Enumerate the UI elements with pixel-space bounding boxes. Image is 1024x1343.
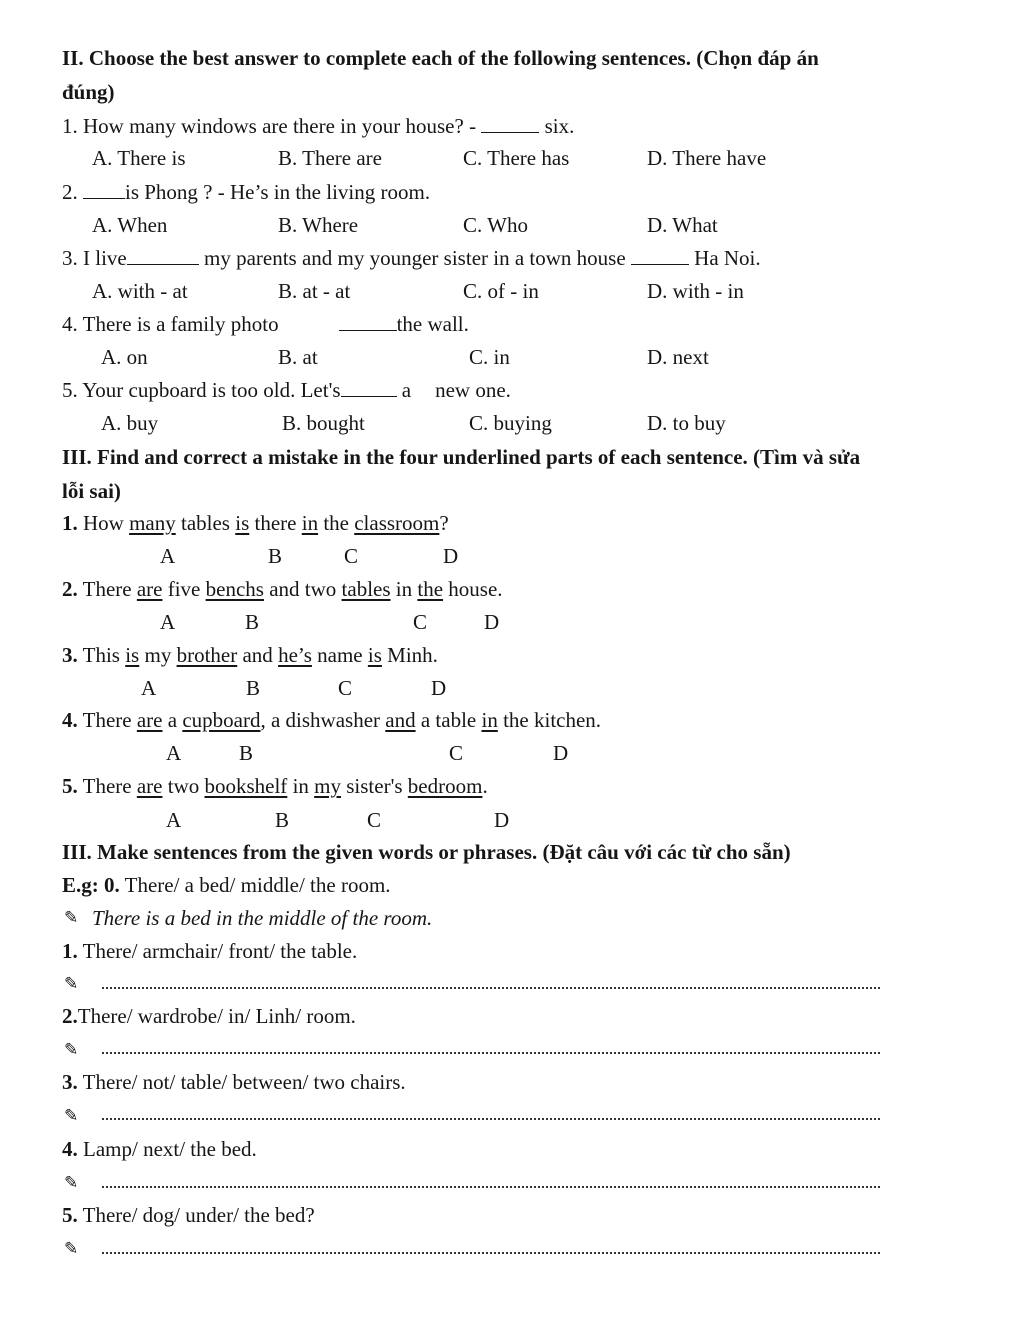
prompt-text: Lamp/ next/ the bed. xyxy=(77,1137,257,1161)
answer-line[interactable] xyxy=(102,1252,880,1254)
question-5-text-end: new one. xyxy=(435,378,511,402)
pen-icon: ✎ xyxy=(64,908,79,927)
text: the xyxy=(318,511,355,535)
question-3-text-mid: my parents and my younger sister in a town house xyxy=(198,246,631,270)
underlined-a: are xyxy=(136,774,163,798)
option-d: D. What xyxy=(647,213,718,237)
label-b: B xyxy=(245,610,260,634)
text: ? xyxy=(439,511,449,535)
label-b: B xyxy=(275,808,290,832)
text: a table xyxy=(415,708,482,732)
label-b: B xyxy=(268,544,283,568)
option-a: A. When xyxy=(92,213,168,237)
option-b: B. at - at xyxy=(278,279,351,303)
underlined-a: are xyxy=(136,577,163,601)
underlined-d: in xyxy=(481,708,498,732)
answer-line[interactable] xyxy=(102,1186,880,1188)
underlined-c: in xyxy=(301,511,319,535)
label-c: C xyxy=(367,808,382,832)
answer-blank xyxy=(83,182,125,199)
prompt-num: 1. xyxy=(62,939,78,963)
pen-icon: ✎ xyxy=(64,1173,79,1192)
question-4-text-end: the wall. xyxy=(396,312,469,336)
prompt-text: There/ armchair/ front/ the table. xyxy=(77,939,358,963)
option-a: A. with - at xyxy=(92,279,188,303)
label-a: A xyxy=(141,676,157,700)
mistake-sentence-3 xyxy=(62,643,438,668)
text: in xyxy=(390,577,418,601)
label-a: A xyxy=(166,808,182,832)
question-3-text: 3. I live xyxy=(62,246,127,270)
label-c: C xyxy=(449,741,464,765)
option-b: B. at xyxy=(278,345,318,369)
label-b: B xyxy=(246,676,261,700)
mistake-sentence-4 xyxy=(62,708,601,733)
text: there xyxy=(249,511,302,535)
mistake-sentence-2 xyxy=(62,577,503,602)
underlined-a: are xyxy=(136,708,163,732)
pen-icon: ✎ xyxy=(64,1239,79,1258)
text: name xyxy=(311,643,368,667)
underlined-a: is xyxy=(125,643,140,667)
sentence-num: 3. xyxy=(62,643,78,667)
text: in xyxy=(287,774,315,798)
answer-blank xyxy=(481,116,539,133)
option-a: A. on xyxy=(101,345,148,369)
question-1-text: 1. How many windows are there in your house? - xyxy=(62,114,482,138)
underlined-c: he’s xyxy=(278,643,312,667)
question-1 xyxy=(62,114,574,139)
underlined-b: benchs xyxy=(205,577,264,601)
section-2-heading-line1: II. Choose the best answer to complete each of the following sentences. (Chọn đáp án xyxy=(62,46,819,70)
underlined-d: is xyxy=(367,643,382,667)
option-b: B. Where xyxy=(278,213,359,237)
sentence-num: 4. xyxy=(62,708,78,732)
question-5-text-mid: a xyxy=(396,378,412,402)
question-2-text: is Phong ? - He’s in the living room. xyxy=(125,180,431,204)
answer-blank xyxy=(127,248,199,265)
answer-blank xyxy=(341,380,397,397)
option-c: C. buying xyxy=(469,411,552,435)
pen-icon: ✎ xyxy=(64,1106,79,1125)
question-1-text-end: six. xyxy=(539,114,575,138)
text: This xyxy=(77,643,126,667)
answer-blank xyxy=(631,248,689,265)
option-d: D. with - in xyxy=(647,279,744,303)
text: sister's xyxy=(341,774,408,798)
underlined-c: my xyxy=(314,774,341,798)
underlined-b: brother xyxy=(176,643,238,667)
example-prompt-text: There/ a bed/ middle/ the room. xyxy=(119,873,391,897)
sentence-num: 5. xyxy=(62,774,78,798)
answer-line[interactable] xyxy=(102,987,880,989)
option-d: D. next xyxy=(647,345,709,369)
label-a: A xyxy=(166,741,182,765)
text: . xyxy=(482,774,488,798)
option-a: A. buy xyxy=(101,411,159,435)
label-c: C xyxy=(344,544,359,568)
option-b: B. bought xyxy=(282,411,365,435)
text: tables xyxy=(175,511,236,535)
underlined-b: bookshelf xyxy=(204,774,288,798)
prompt-text: There/ dog/ under/ the bed? xyxy=(77,1203,315,1227)
label-d: D xyxy=(484,610,500,634)
example-prompt xyxy=(62,873,391,898)
text: and xyxy=(237,643,279,667)
mistake-sentence-1 xyxy=(62,511,449,536)
option-c: C. in xyxy=(469,345,510,369)
text: , a dishwasher xyxy=(260,708,386,732)
underlined-c: tables xyxy=(341,577,391,601)
prompt-text: There/ not/ table/ between/ two chairs. xyxy=(77,1070,406,1094)
question-5 xyxy=(62,378,511,403)
answer-line[interactable] xyxy=(102,1052,880,1054)
section-4-heading: III. Make sentences from the given words or phrases. (Đặt câu với các từ cho sẵn) xyxy=(62,840,791,864)
pen-icon: ✎ xyxy=(64,974,79,993)
question-3 xyxy=(62,246,761,271)
answer-blank xyxy=(339,314,397,331)
mistake-sentence-5 xyxy=(62,774,488,799)
question-4-text: 4. There is a family photo xyxy=(62,312,279,336)
option-d: D. to buy xyxy=(647,411,726,435)
underlined-b: is xyxy=(235,511,250,535)
underlined-c: and xyxy=(385,708,416,732)
text: There xyxy=(77,708,137,732)
text: the kitchen. xyxy=(497,708,602,732)
text: five xyxy=(162,577,206,601)
underlined-d: bedroom xyxy=(407,774,483,798)
text: There xyxy=(77,577,137,601)
question-5-text: 5. Your cupboard is too old. Let's xyxy=(62,378,341,402)
option-c: C. There has xyxy=(463,146,570,170)
question-2 xyxy=(62,180,430,205)
question-4 xyxy=(62,312,469,337)
text: How xyxy=(77,511,130,535)
underlined-b: cupboard xyxy=(182,708,261,732)
answer-line[interactable] xyxy=(102,1118,880,1120)
example-answer: There is a bed in the middle of the room. xyxy=(92,906,433,930)
prompt-1 xyxy=(62,939,357,964)
label-d: D xyxy=(494,808,510,832)
option-c: C. of - in xyxy=(463,279,539,303)
sentence-num: 2. xyxy=(62,577,78,601)
prompt-4 xyxy=(62,1137,257,1162)
option-d: D. There have xyxy=(647,146,767,170)
label-a: A xyxy=(160,610,176,634)
label-d: D xyxy=(443,544,459,568)
option-a: A. There is xyxy=(92,146,186,170)
text: two xyxy=(162,774,205,798)
prompt-num: 3. xyxy=(62,1070,78,1094)
text: and two xyxy=(263,577,342,601)
text: house. xyxy=(443,577,503,601)
label-c: C xyxy=(338,676,353,700)
prompt-3 xyxy=(62,1070,406,1095)
text: There xyxy=(77,774,137,798)
prompt-2 xyxy=(62,1004,356,1029)
prompt-num: 4. xyxy=(62,1137,78,1161)
question-3-text-end: Ha Noi. xyxy=(688,246,761,270)
prompt-text: There/ wardrobe/ in/ Linh/ room. xyxy=(77,1004,356,1028)
section-2-heading-line2: đúng) xyxy=(62,80,115,104)
example-label: E.g: 0. xyxy=(62,873,120,897)
label-c: C xyxy=(413,610,428,634)
option-c: C. Who xyxy=(463,213,528,237)
text: my xyxy=(139,643,177,667)
text: Minh. xyxy=(381,643,438,667)
prompt-num: 2. xyxy=(62,1004,78,1028)
option-b: B. There are xyxy=(278,146,382,170)
label-a: A xyxy=(160,544,176,568)
pen-icon: ✎ xyxy=(64,1040,79,1059)
question-2-num: 2. xyxy=(62,180,83,204)
sentence-num: 1. xyxy=(62,511,78,535)
prompt-5 xyxy=(62,1203,315,1228)
underlined-d: classroom xyxy=(354,511,440,535)
section-3-heading-line2: lỗi sai) xyxy=(62,479,121,503)
label-d: D xyxy=(431,676,447,700)
label-d: D xyxy=(553,741,569,765)
text: a xyxy=(162,708,183,732)
label-b: B xyxy=(239,741,254,765)
underlined-a: many xyxy=(129,511,176,535)
section-3-heading-line1: III. Find and correct a mistake in the four underlined parts of each sentence. (Tìm và sửa xyxy=(62,445,861,469)
prompt-num: 5. xyxy=(62,1203,78,1227)
underlined-d: the xyxy=(417,577,444,601)
